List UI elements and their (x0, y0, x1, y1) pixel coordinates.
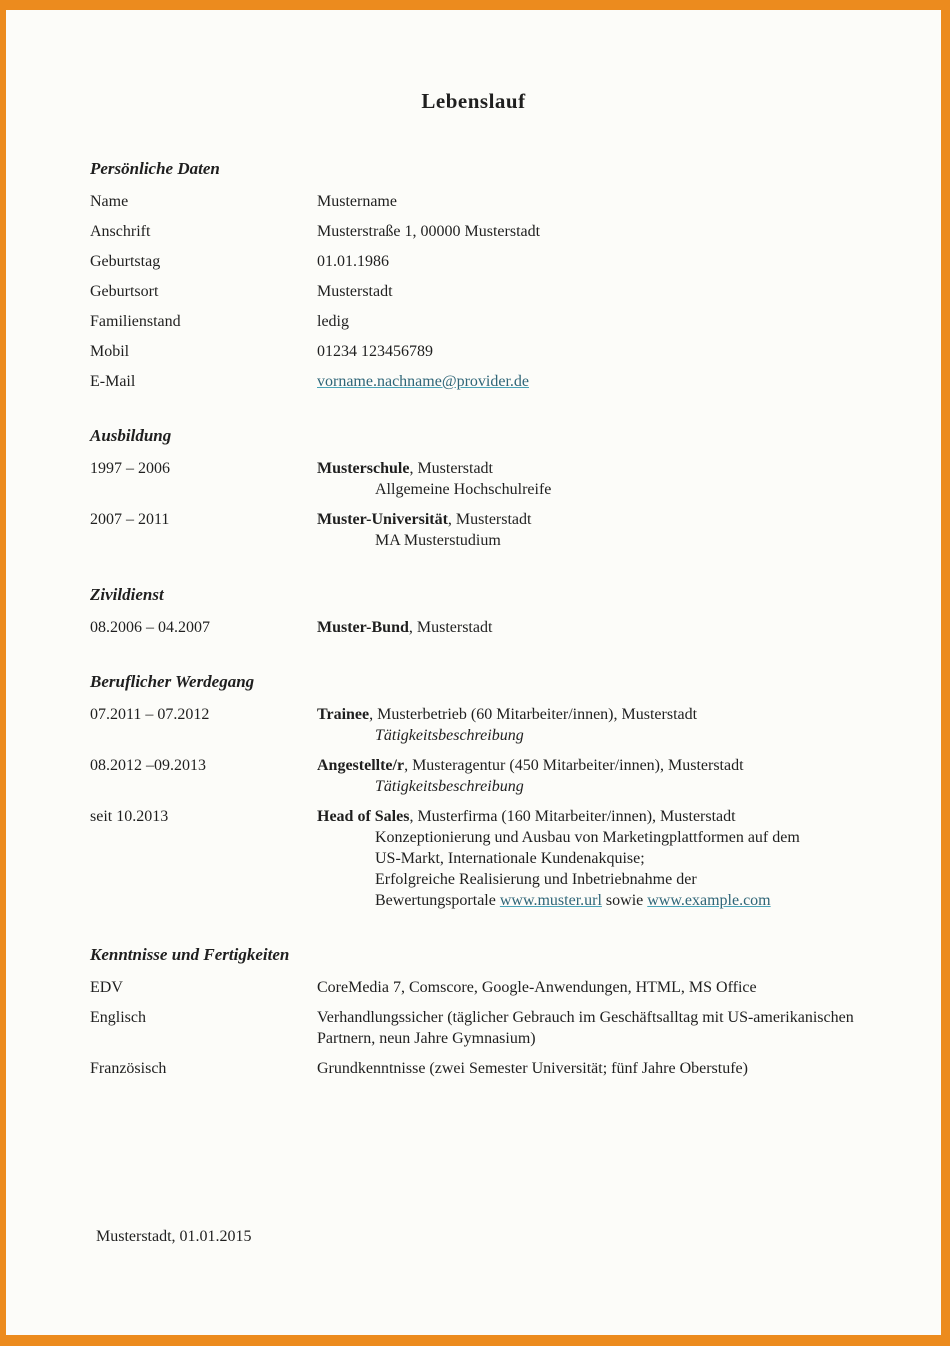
value-line (317, 1007, 857, 1049)
text-part: Musterschule (317, 460, 410, 477)
text-part: , Musterbetrieb (60 Mitarbeiter/innen), Musterstadt (369, 706, 698, 723)
text-part: CoreMedia 7, Comscore, Google-Anwendungen, HTML, MS Office (317, 979, 757, 996)
value-line (317, 1058, 857, 1079)
cv-row (90, 755, 857, 797)
row-label: EDV (90, 979, 123, 996)
cv-row (90, 311, 857, 332)
cv-section (90, 584, 857, 638)
cv-section (90, 158, 857, 392)
section-heading: Beruflicher Werdegang (90, 672, 255, 691)
cv-row (90, 1058, 857, 1079)
section-heading: Ausbildung (90, 426, 172, 445)
text-part: Musterstraße 1, 00000 Musterstadt (317, 223, 541, 240)
row-value (317, 281, 857, 302)
cv-section (90, 671, 857, 911)
signature-line: Musterstadt, 01.01.2015 (96, 1228, 252, 1245)
text-part: Trainee (317, 706, 370, 723)
row-label: Familienstand (90, 313, 181, 330)
row-value (317, 251, 857, 272)
muster-url-link[interactable]: www.muster.url (499, 892, 602, 909)
cv-row (90, 221, 857, 242)
cv-row (90, 1007, 857, 1049)
row-value (317, 1007, 857, 1049)
cv-row (90, 281, 857, 302)
row-value (317, 806, 857, 911)
row-label: Mobil (90, 343, 130, 360)
section-heading: Kenntnisse und Fertigkeiten (90, 945, 290, 964)
cv-row (90, 341, 857, 362)
value-line (317, 221, 857, 242)
text-part: ledig (317, 313, 349, 330)
text-part: Konzeptionierung und Ausbau von Marketingplattformen auf dem US-Markt, Internationale Kundenakquise; (375, 829, 800, 867)
value-line (317, 530, 857, 551)
value-line (317, 479, 857, 500)
value-line (317, 251, 857, 272)
text-part: Grundkenntnisse (zwei Semester Universität; fünf Jahre Oberstufe) (317, 1060, 748, 1077)
text-part: MA Musterstudium (375, 532, 501, 549)
value-line (317, 776, 857, 797)
row-value (317, 755, 857, 797)
value-line (317, 311, 857, 332)
cv-row (90, 191, 857, 212)
row-label: Englisch (90, 1009, 146, 1026)
row-label: Anschrift (90, 223, 151, 240)
cv-row (90, 806, 857, 911)
row-label: Name (90, 193, 129, 210)
value-line (317, 977, 857, 998)
cv-row (90, 251, 857, 272)
row-label: 08.2012 –09.2013 (90, 757, 206, 774)
text-part: Head of Sales (317, 808, 410, 825)
text-part: Tätigkeitsbeschreibung (375, 778, 524, 795)
row-value (317, 1058, 857, 1079)
row-label: 2007 – 2011 (90, 511, 170, 528)
example-url-link[interactable]: www.example.com (647, 892, 771, 909)
cv-row (90, 509, 857, 551)
row-label: Französisch (90, 1060, 167, 1077)
value-line (317, 827, 817, 869)
text-part: Verhandlungssicher (täglicher Gebrauch im Geschäftsalltag mit US-amerikanischen Partnern, neun Jahre Gymnasium) (317, 1009, 854, 1047)
value-line (317, 341, 857, 362)
text-part: Muster-Universität (317, 511, 448, 528)
text-part: 01.01.1986 (317, 253, 389, 270)
email-link[interactable]: vorname.nachname@provider.de (317, 373, 529, 390)
cv-section (90, 944, 857, 1079)
page-title: Lebenslauf (421, 89, 526, 113)
cv-row (90, 371, 857, 392)
cv-row (90, 458, 857, 500)
row-value (317, 311, 857, 332)
cv-content (6, 88, 941, 1079)
row-label: 1997 – 2006 (90, 460, 170, 477)
row-label: seit 10.2013 (90, 808, 169, 825)
value-line (317, 617, 857, 638)
text-part: , Musterstadt (409, 460, 493, 477)
cv-row (90, 704, 857, 746)
row-label: 07.2011 – 07.2012 (90, 706, 210, 723)
text-part: Angestellte/r (317, 757, 405, 774)
text-part: Musterstadt (317, 283, 393, 300)
text-part: Tätigkeitsbeschreibung (375, 727, 524, 744)
value-line (317, 704, 857, 725)
row-value (317, 977, 857, 998)
text-part: 01234 123456789 (317, 343, 433, 360)
value-line (317, 191, 857, 212)
text-part: , Musterstadt (447, 511, 532, 528)
row-value (317, 371, 857, 392)
row-label: Geburtsort (90, 283, 159, 300)
row-label: 08.2006 – 04.2007 (90, 619, 210, 636)
row-value (317, 617, 857, 638)
value-line (317, 869, 817, 911)
value-line (317, 281, 857, 302)
text-part: , Musterfirma (160 Mitarbeiter/innen), Musterstadt (409, 808, 736, 825)
value-line (317, 755, 857, 776)
row-value (317, 704, 857, 746)
row-value (317, 191, 857, 212)
cv-sections (90, 158, 857, 1079)
value-line (317, 371, 857, 392)
row-label: E-Mail (90, 373, 136, 390)
cv-row (90, 617, 857, 638)
text-part: sowie (601, 892, 648, 909)
text-part: Erfolgreiche Realisierung und Inbetriebnahme der Bewertungsportale (375, 871, 697, 909)
row-value (317, 509, 857, 551)
text-part: Allgemeine Hochschulreife (375, 481, 552, 498)
text-part: , Musterstadt (408, 619, 493, 636)
row-value (317, 221, 857, 242)
value-line (317, 725, 857, 746)
value-line (317, 509, 857, 530)
text-part: Muster-Bund (317, 619, 409, 636)
text-part: Mustername (317, 193, 397, 210)
row-label: Geburtstag (90, 253, 161, 270)
text-part: , Musteragentur (450 Mitarbeiter/innen), Musterstadt (404, 757, 744, 774)
row-value (317, 458, 857, 500)
value-line (317, 458, 857, 479)
cv-row (90, 977, 857, 998)
section-heading: Zivildienst (90, 585, 164, 604)
value-line (317, 806, 857, 827)
row-value (317, 341, 857, 362)
cv-section (90, 425, 857, 551)
section-heading: Persönliche Daten (90, 159, 220, 178)
